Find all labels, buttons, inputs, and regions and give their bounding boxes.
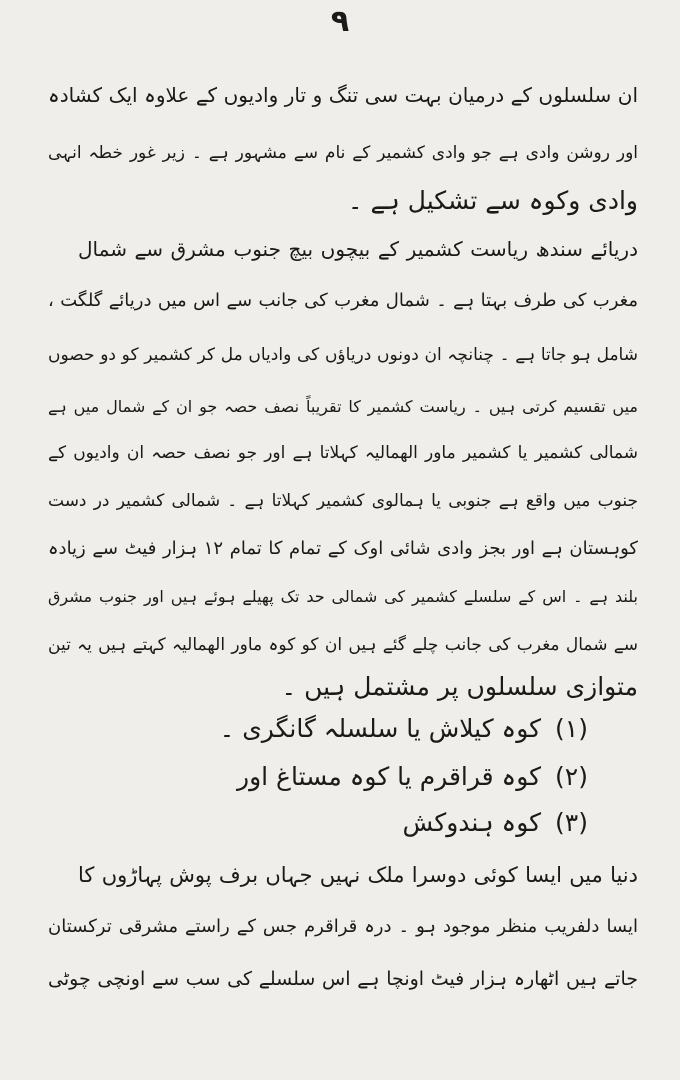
list-item xyxy=(220,712,588,746)
text-line: دریائے سندھ ریاست کشمیر کے بیچوں بیچ جنوب مشرق سے شمال xyxy=(78,237,638,261)
text-line: وادی وکوہ سے تشکیل ہے ۔ xyxy=(347,186,638,215)
list-item-number: (۱) xyxy=(555,714,588,743)
text-line: متوازی سلسلوں پر مشتمل ہیں ۔ xyxy=(281,672,638,701)
list-item-text: کوہ کیلاش یا سلسلہ گانگری ۔ xyxy=(219,714,542,743)
text-line: میں تقسیم کرتی ہیں ۔ ریاست کشمیر کا تقریباً نصف حصہ جو ان کے شمال میں ہے xyxy=(48,397,638,416)
text-line: کوہستان ہے اور بجز وادی شائی اوک کے تمام کا تمام ۱۲ ہزار فیٹ سے زیادہ xyxy=(48,538,638,559)
text-line: ایسا دلفریب منظر موجود ہو ۔ درہ قراقرم جس کے راستے مشرقی ترکستان xyxy=(48,916,638,937)
text-line: ان سلسلوں کے درمیان بہت سی تنگ و تار وادیوں کے علاوہ ایک کشادہ xyxy=(48,83,638,107)
text-line: اور روشن وادی ہے جو وادی کشمیر کے نام سے مشہور ہے ۔ زیر غور خطہ انہی xyxy=(48,143,638,163)
list-item-number: (۳) xyxy=(555,808,588,837)
text-line: جاتے ہیں اٹھارہ ہزار فیٹ اونچا ہے اس سلسلے کی سب سے اونچی چوٹی xyxy=(48,968,638,990)
list-item-number: (۲) xyxy=(555,762,588,791)
list-item xyxy=(402,806,588,840)
text-line: سے شمال مغرب کی جانب چلے گئے ہیں ان کو کوہ ماور الھمالیہ کہتے ہیں یہ تین xyxy=(48,635,638,655)
list-item-text: کوہ قراقرم یا کوہ مستاغ اور xyxy=(237,762,542,791)
text-line: جنوب میں واقع ہے جنوبی یا ہمالوی کشمیر کہلاتا ہے ۔ شمالی کشمیر در دست xyxy=(48,491,638,511)
text-line: دنیا میں ایسا کوئی دوسرا ملک نہیں جہاں برف پوش پہاڑوں کا xyxy=(78,863,638,887)
list-item-text: کوہ ہندوکش xyxy=(402,808,542,837)
text-line: شامل ہو جاتا ہے ۔ چنانچہ ان دونوں دریاؤں کی وادیاں مل کر کشمیر کو دو حصوں xyxy=(48,345,638,365)
text-line: شمالی کشمیر یا کشمیر ماور الھمالیہ کہلاتا ہے اور جو نصف حصہ ان وادیوں کے xyxy=(48,443,638,463)
text-line: بلند ہے ۔ اس کے سلسلے کشمیر کی شمالی حد تک پھیلے ہوئے ہیں اور جنوب مشرق xyxy=(48,587,638,606)
page-number: ۹ xyxy=(330,4,350,39)
text-line: مغرب کی طرف بہتا ہے ۔ شمال مغرب کی جانب سے اس میں دریائے گلگت ، xyxy=(48,290,638,311)
list-item xyxy=(237,760,588,794)
